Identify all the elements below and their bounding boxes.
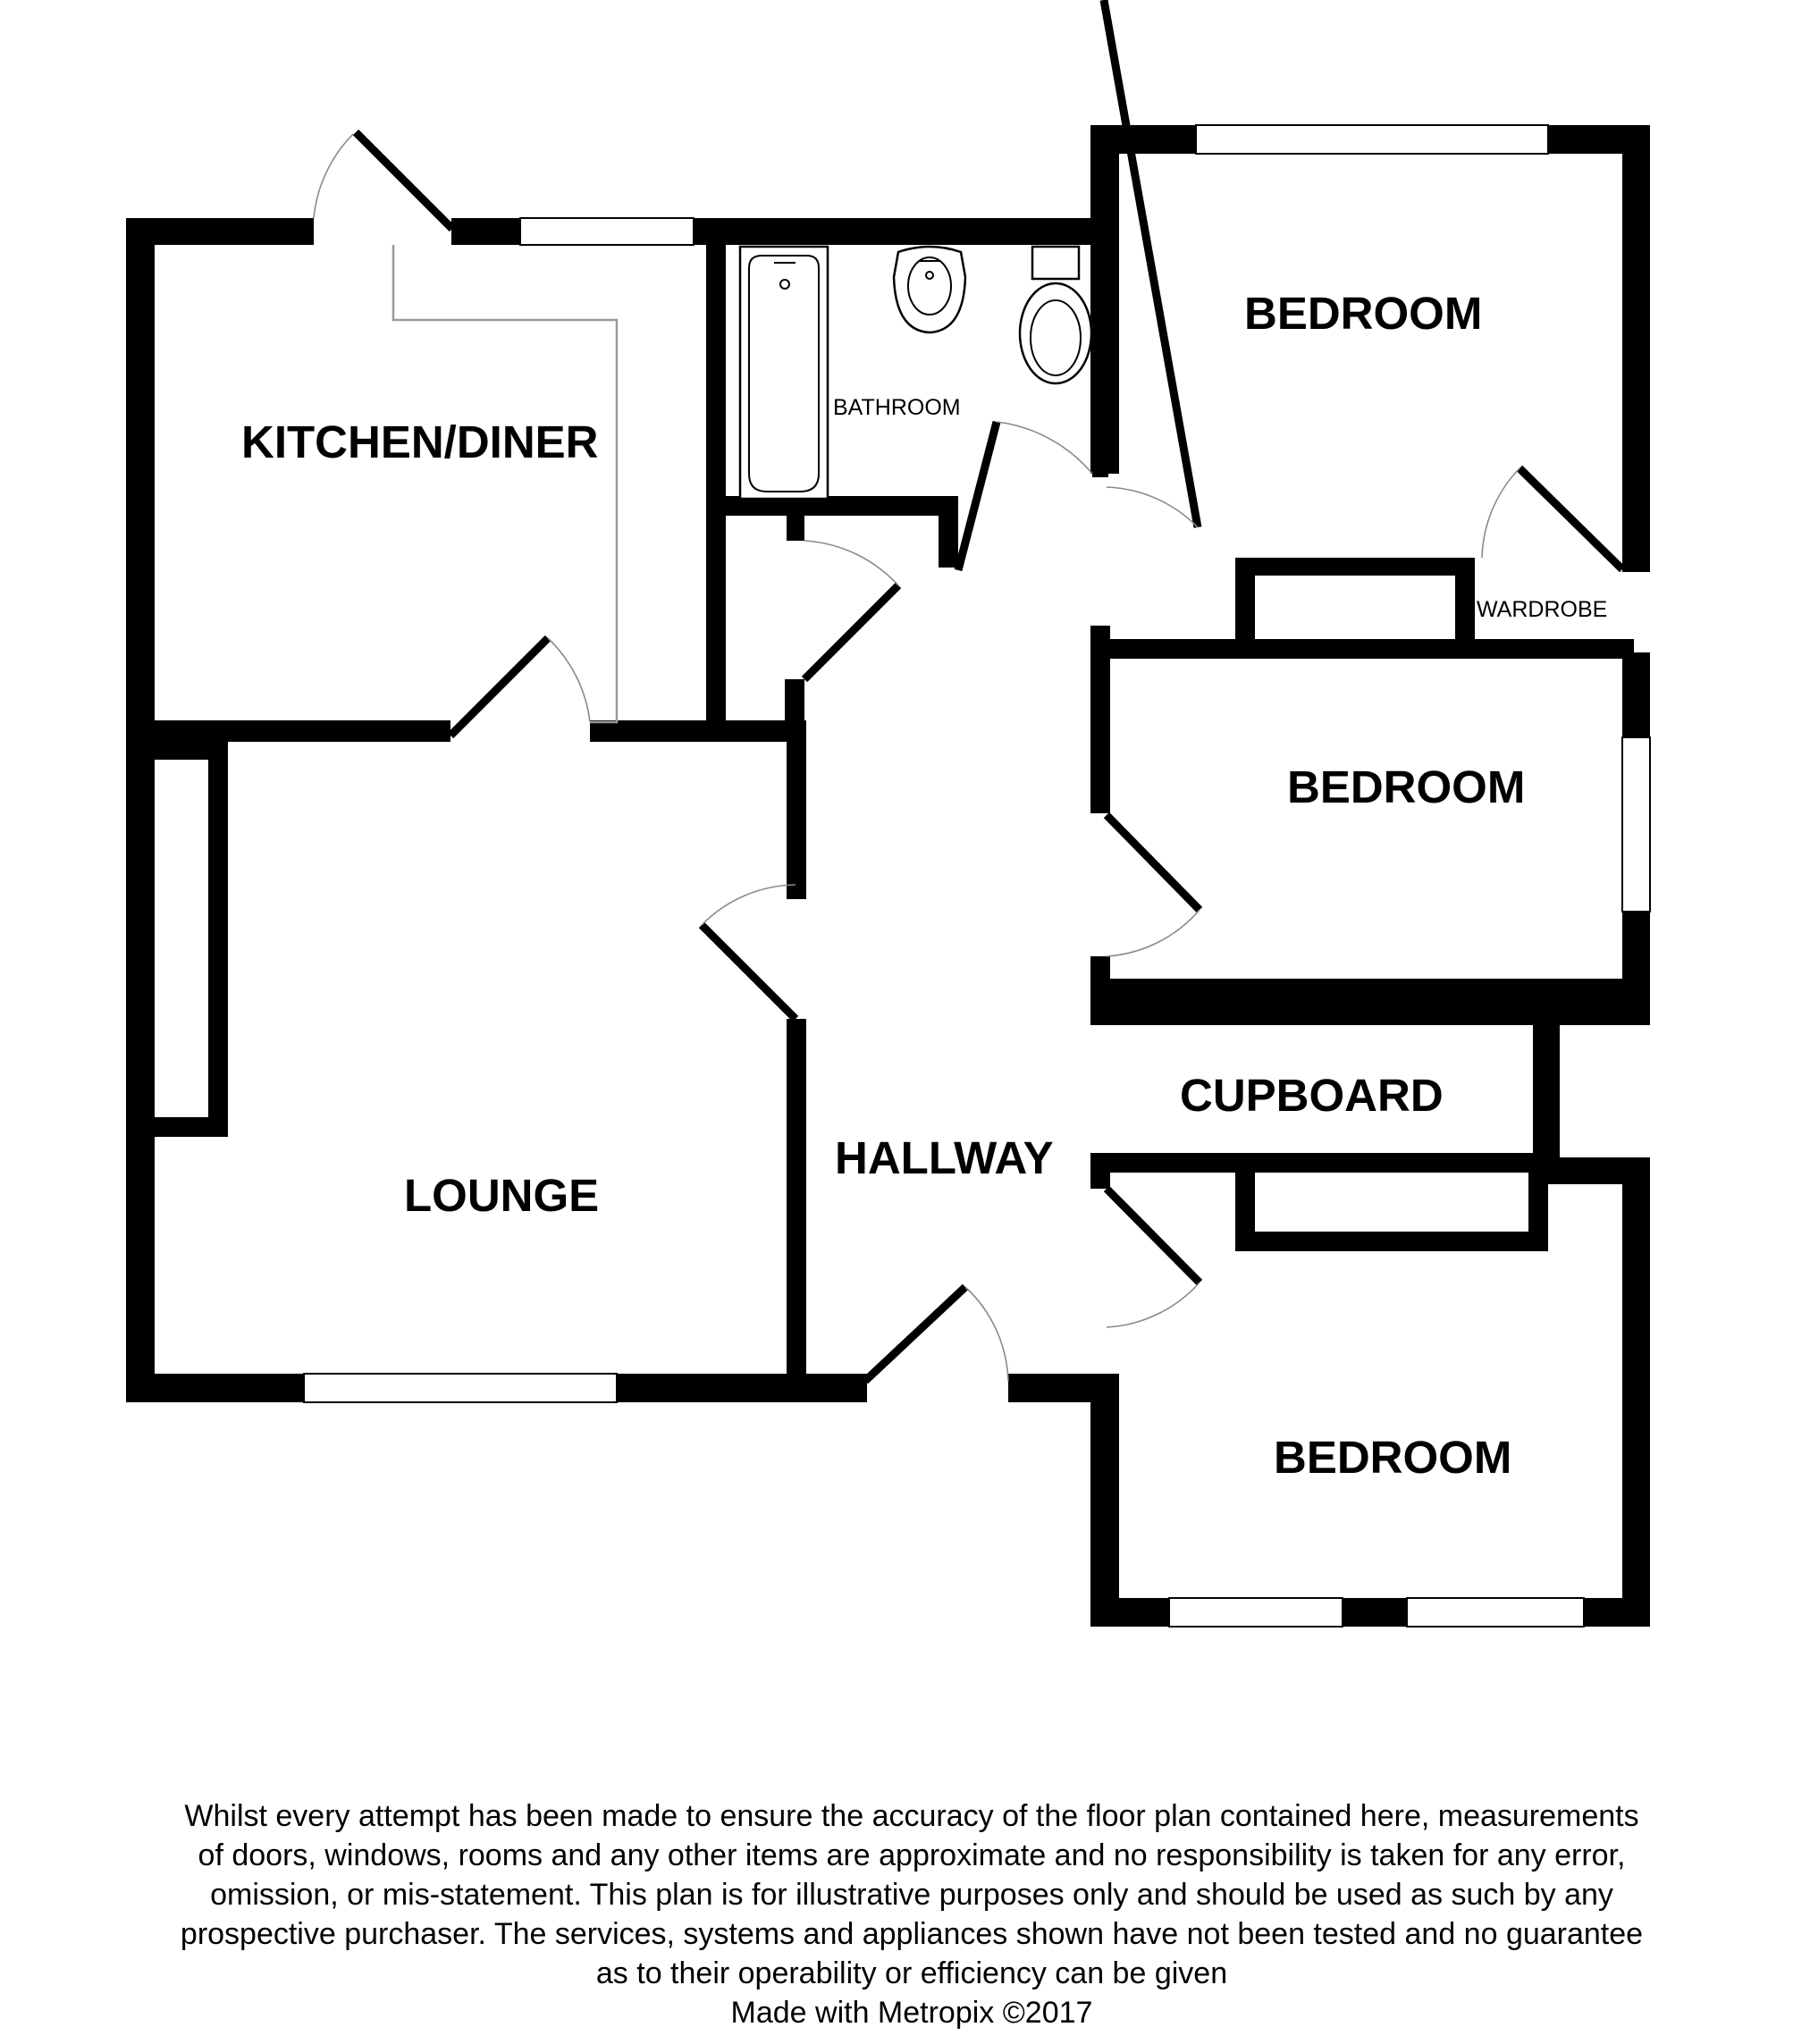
cupboard-label: CUPBOARD [1180,1070,1444,1121]
disclaimer-line: Whilst every attempt has been made to ensure the accuracy of the floor plan contained here, measurements [184,1799,1639,1833]
bedroom-3-label: BEDROOM [1274,1432,1512,1483]
lounge-door [702,885,796,1019]
windows [304,125,1650,1627]
kitchen-window [520,218,694,245]
credit-line: Made with Metropix ©2017 [730,1996,1093,2030]
wardrobe-label: WARDROBE [1477,597,1608,622]
basin-icon [894,247,965,332]
bathtub-icon [740,247,828,499]
disclaimer [72,1796,1752,2032]
bedroom-2-window [1622,737,1650,912]
bathroom-label: BATHROOM [833,395,961,420]
kitchen-lounge-door [450,638,590,736]
toilet-icon [1020,247,1091,383]
bathroom-fixtures [740,247,1091,499]
disclaimer-line: as to their operability or efficiency can be given [595,1956,1228,1990]
wardrobe-door [1482,468,1622,569]
bedroom-2-door [1107,815,1200,956]
disclaimer-line: omission, or mis-statement. This plan is for illustrative purposes only and should be used as such by any [210,1878,1613,1912]
bedroom-3-window-right [1407,1598,1584,1627]
room-labels [241,288,1607,1483]
bedroom-1-label: BEDROOM [1244,288,1483,339]
bathroom-door [958,422,1092,570]
bedroom-3-door [1107,1189,1200,1327]
hallway-label: HALLWAY [835,1132,1054,1183]
lounge-window [304,1374,617,1402]
bedroom-2-label: BEDROOM [1287,761,1526,812]
kitchen-label: KITCHEN/DINER [241,416,599,467]
disclaimer-line: of doors, windows, rooms and any other items are approximate and no responsibility is taken for any error, [198,1838,1626,1872]
hall-cupboard-door [804,541,898,679]
lounge-label: LOUNGE [404,1170,600,1221]
disclaimer-line: prospective purchaser. The services, systems and appliances shown have not been tested and no guarantee [180,1917,1644,1951]
bedroom-3-window-left [1169,1598,1343,1627]
kitchen-counter [393,245,617,722]
kitchen-back-door [314,132,452,229]
bedroom-1-window [1196,125,1548,154]
front-door [865,1287,1008,1381]
